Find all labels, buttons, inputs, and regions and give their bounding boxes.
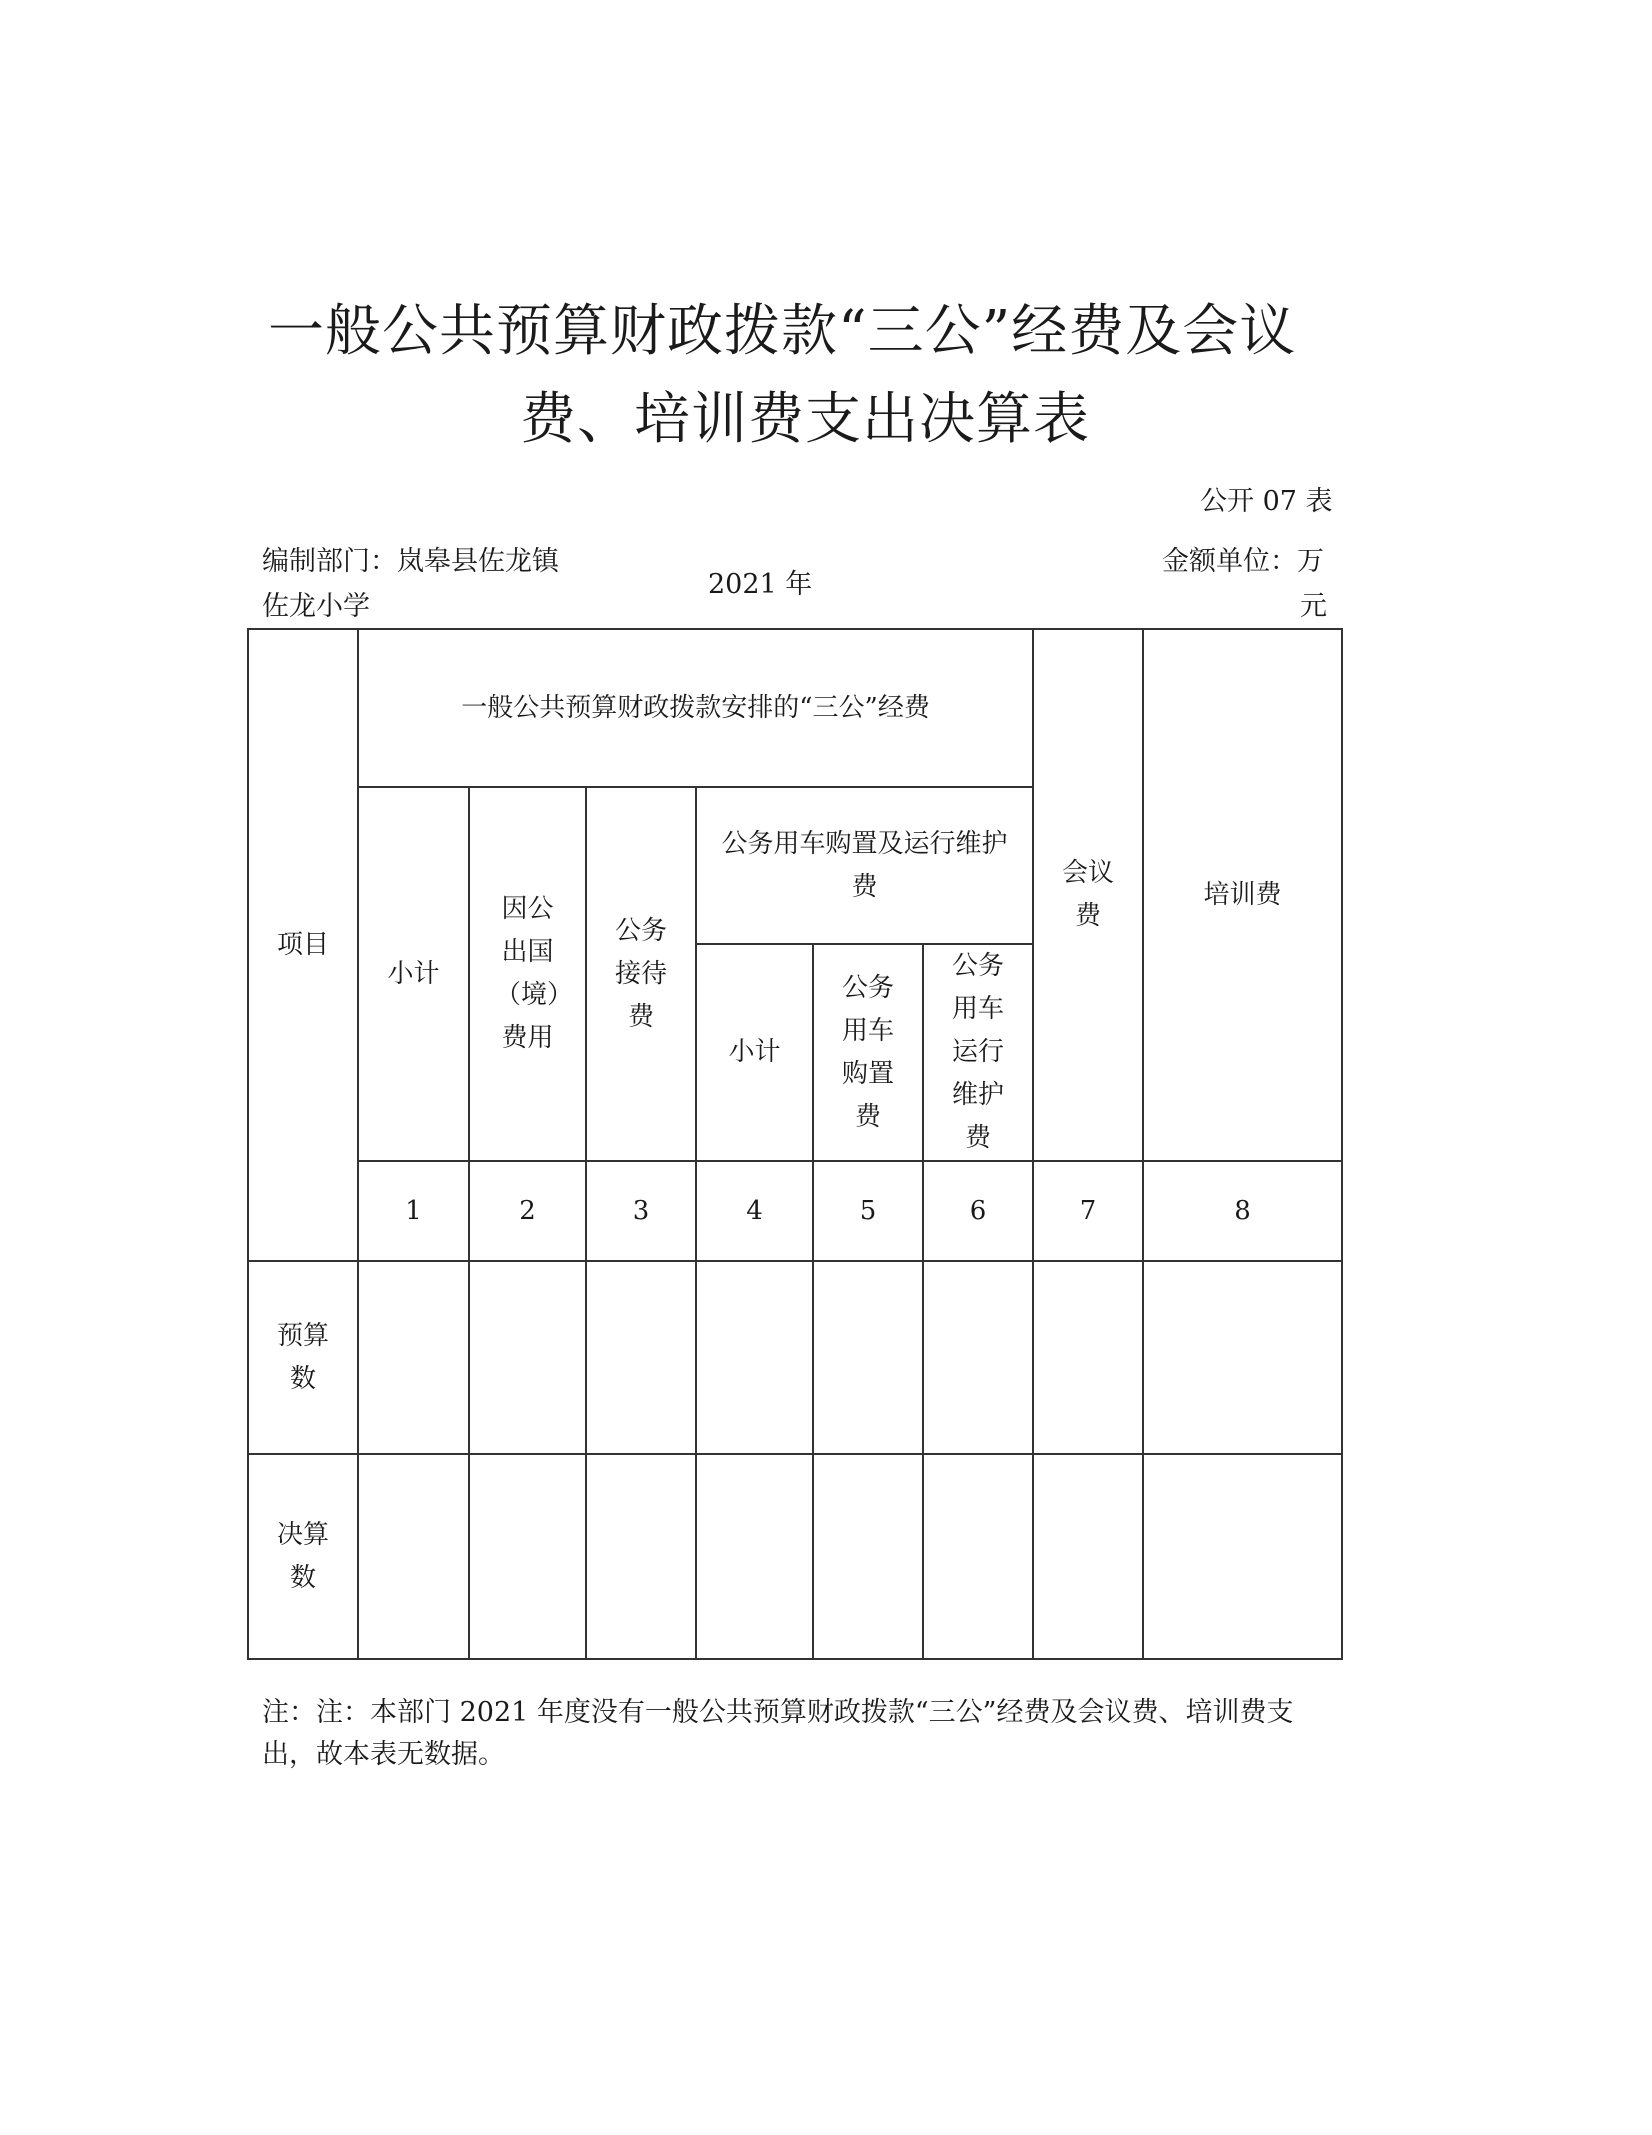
department-label-line-2: 佐龙小学 bbox=[262, 591, 370, 622]
header-vehicle-subtotal: 小计 bbox=[696, 944, 813, 1161]
header-vehicle-operation: 公务用车运行维护费 bbox=[923, 944, 1033, 1161]
page-title-line-2: 费、培训费支出决算表 bbox=[520, 387, 1090, 452]
header-item: 项目 bbox=[248, 629, 358, 1261]
table-cell bbox=[469, 1454, 586, 1659]
table-cell bbox=[813, 1454, 923, 1659]
table-cell bbox=[358, 1261, 469, 1454]
table-row-final bbox=[248, 1454, 1342, 1659]
row-label-budget: 预算数 bbox=[248, 1261, 358, 1454]
column-number: 3 bbox=[586, 1161, 696, 1261]
amount-unit-line-1: 金额单位：万 bbox=[1162, 546, 1324, 577]
column-number: 6 bbox=[923, 1161, 1033, 1261]
table-cell bbox=[813, 1261, 923, 1454]
header-training: 培训费 bbox=[1143, 629, 1342, 1161]
table-cell bbox=[923, 1261, 1033, 1454]
form-code: 公开 07 表 bbox=[1200, 486, 1333, 517]
report-year: 2021 年 bbox=[708, 569, 813, 600]
table-cell bbox=[696, 1454, 813, 1659]
expenditure-table bbox=[247, 628, 1343, 1660]
column-number: 5 bbox=[813, 1161, 923, 1261]
amount-unit-line-2: 元 bbox=[1300, 591, 1327, 622]
table-cell bbox=[696, 1261, 813, 1454]
header-meeting: 会议费 bbox=[1033, 629, 1143, 1161]
column-number: 8 bbox=[1143, 1161, 1342, 1261]
table-cell bbox=[1033, 1454, 1143, 1659]
department-label-line-1: 编制部门：岚皋县佐龙镇 bbox=[262, 546, 559, 577]
table-cell bbox=[469, 1261, 586, 1454]
table-cell bbox=[586, 1454, 696, 1659]
table-cell bbox=[923, 1454, 1033, 1659]
page-title-line-1: 一般公共预算财政拨款“三公”经费及会议 bbox=[268, 299, 1297, 364]
header-vehicle-group: 公务用车购置及运行维护费 bbox=[696, 787, 1033, 944]
header-overseas: 因公出国（境）费用 bbox=[469, 787, 586, 1161]
header-three-public-group: 一般公共预算财政拨款安排的“三公”经费 bbox=[358, 629, 1033, 787]
column-number: 1 bbox=[358, 1161, 469, 1261]
header-subtotal: 小计 bbox=[358, 787, 469, 1161]
header-reception: 公务接待费 bbox=[586, 787, 696, 1161]
column-number: 4 bbox=[696, 1161, 813, 1261]
table-cell bbox=[1033, 1261, 1143, 1454]
header-vehicle-purchase: 公务用车购置费 bbox=[813, 944, 923, 1161]
table-row-budget bbox=[248, 1261, 1342, 1454]
footnote: 注：注：本部门 2021 年度没有一般公共预算财政拨款“三公”经费及会议费、培训费支出，故本表无数据。 bbox=[262, 1697, 1294, 1770]
column-number: 2 bbox=[469, 1161, 586, 1261]
column-number: 7 bbox=[1033, 1161, 1143, 1261]
table-cell bbox=[1143, 1261, 1342, 1454]
table-cell bbox=[1143, 1454, 1342, 1659]
row-label-final: 决算数 bbox=[248, 1454, 358, 1659]
table-cell bbox=[358, 1454, 469, 1659]
table-cell bbox=[586, 1261, 696, 1454]
